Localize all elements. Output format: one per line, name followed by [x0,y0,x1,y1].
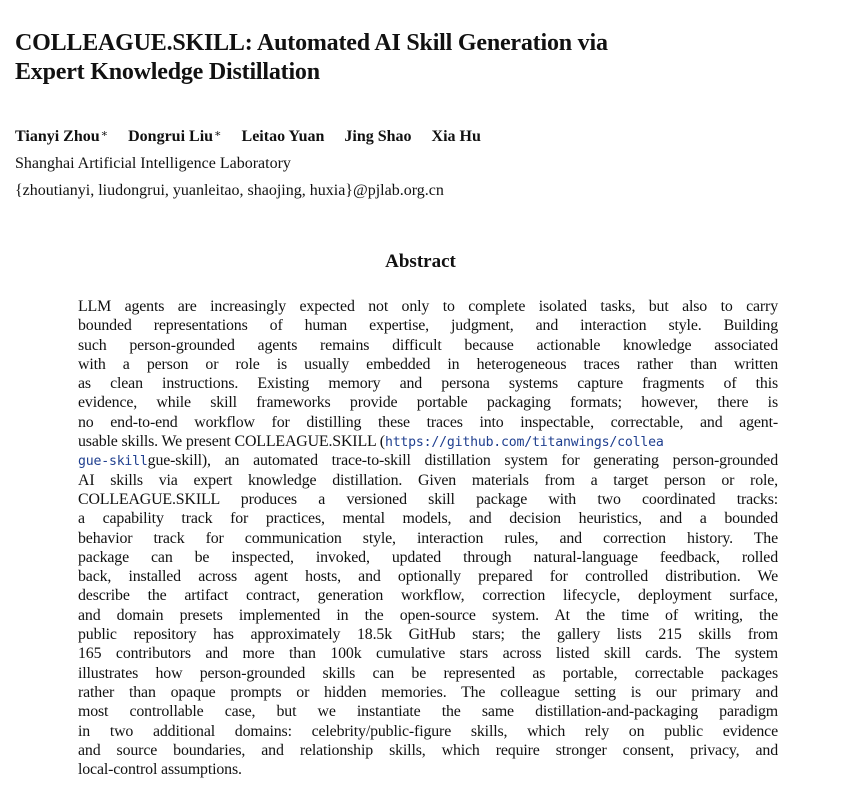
abstract-line: package can be inspected, invoked, updated through natural-language feedback, rolled [78,548,778,566]
repository-link-continued[interactable]: gue-skill [78,454,148,470]
paper-title [15,29,815,87]
abstract-line: COLLEAGUE.SKILL produces a versioned skill package with two coordinated tracks: [78,490,778,508]
abstract-line: no end-to-end workflow for distilling these traces into inspectable, correctable, and agent- [78,413,778,431]
abstract-line-with-link: usable skills. We present COLLEAGUE.SKILL (https://github.com/titanwings/collea [78,433,664,451]
abstract-line: as clean instructions. Existing memory and persona systems capture fragments of this [78,375,778,393]
abstract-line: most controllable case, but we instantiate the same distillation-and-packaging paradigm [78,703,778,721]
abstract-line: such person-grounded agents remains difficult because actionable knowledge associated [78,336,778,354]
author: Xia Hu [431,128,481,145]
author: Jing Shao [344,128,412,145]
affiliation: Shanghai Artificial Intelligence Laboratory [15,155,291,172]
equal-contribution-mark: ∗ [214,128,222,140]
abstract-body [78,297,778,779]
author: Dongrui Liu∗ [128,128,222,145]
author-list [15,126,497,148]
author: Tianyi Zhou∗ [15,128,109,145]
abstract-line: a capability track for practices, mental models, and decision heuristics, and a bounded [78,510,778,528]
author-emails: {zhoutianyi, liudongrui, yuanleitao, shaojing, huxia}@pjlab.org.cn [15,182,444,199]
equal-contribution-mark: ∗ [100,128,109,140]
abstract-line: behavior track for communication style, interaction rules, and correction history. The [78,529,778,547]
abstract-heading: Abstract [385,251,456,272]
abstract-line: public repository has approximately 18.5k GitHub stars; the gallery lists 215 skills from [78,626,778,644]
abstract-line: in two additional domains: celebrity/public-figure skills, which rely on public evidence [78,722,778,740]
abstract-line-with-link: gue-skillgue-skill), an automated trace-to-skill distillation system for generating person-grounded [78,452,778,470]
abstract-line: and source boundaries, and relationship skills, which require stronger consent, privacy, and [78,741,778,759]
title-line-2: Expert Knowledge Distillation [15,59,320,85]
abstract-line: and domain presets implemented in the open-source system. At the time of writing, the [78,606,778,624]
abstract-line: evidence, while skill frameworks provide portable packaging formats; however, there is [78,394,778,412]
abstract-line: local-control assumptions. [78,761,242,779]
abstract-line: 165 contributors and more than 100k cumulative stars across listed skill cards. The system [78,645,778,663]
repository-link[interactable]: https://github.com/titanwings/collea [384,435,664,451]
author: Leitao Yuan [241,128,325,145]
abstract-line: bounded representations of human expertise, judgment, and interaction style. Building [78,317,778,335]
abstract-line: rather than opaque prompts or hidden memories. The colleague setting is our primary and [78,683,778,701]
abstract-line: LLM agents are increasingly expected not only to complete isolated tasks, but also to carry [78,298,778,315]
title-line-1: COLLEAGUE.SKILL: Automated AI Skill Generation via [15,30,608,56]
abstract-line: AI skills via expert knowledge distillation. Given materials from a target person or role, [78,471,778,489]
abstract-line: illustrates how person-grounded skills can be represented as portable, correctable packages [78,664,778,682]
abstract-line: back, installed across agent hosts, and optionally prepared for controlled distribution. We [78,568,778,586]
abstract-line: describe the artifact contract, generation workflow, correction lifecycle, deployment surface, [78,587,778,605]
abstract-line: with a person or role is usually embedded in heterogeneous traces rather than written [78,355,778,373]
